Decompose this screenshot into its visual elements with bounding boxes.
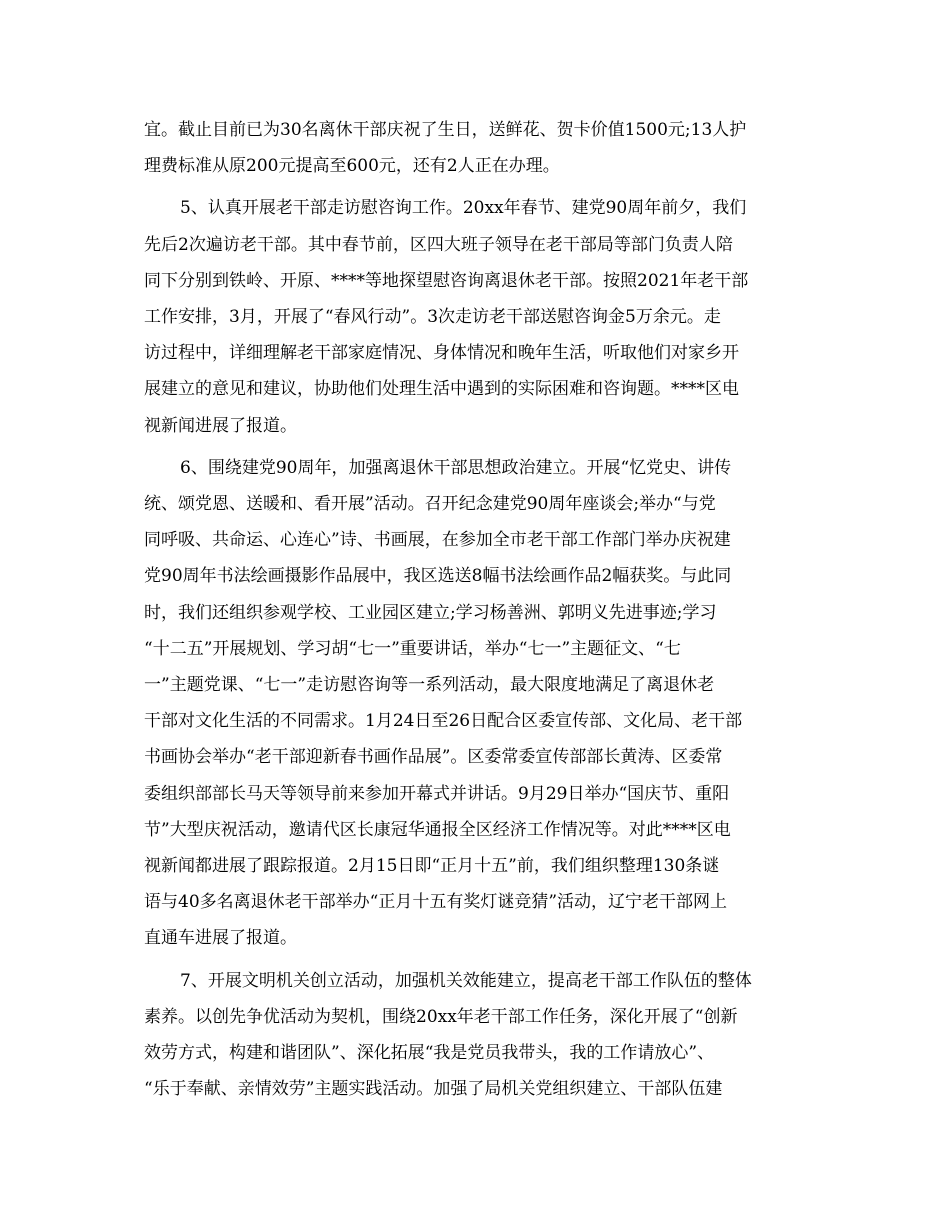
text-line: 直通车进展了报道。 (144, 928, 297, 948)
text-line: 时，我们还组织参观学校、工业园区建立;学习杨善洲、郭明义先进事迹;学习 (144, 603, 717, 623)
text-line: 节”大型庆祝活动，邀请代区长康冠华通报全区经济工作情况等。对此****区电 (144, 820, 731, 840)
text-line: 委组织部部长马天等领导前来参加开幕式并讲话。9月29日举办“国庆节、重阳 (144, 784, 730, 804)
text-line: 语与40多名离退休老干部举办“正月十五有奖灯谜竞猜”活动，辽宁老干部网上 (144, 892, 728, 912)
text-line: 党90周年书法绘画摄影作品展中，我区选送8幅书法绘画作品2幅获奖。与此同 (144, 566, 732, 586)
text-line: 书画协会举办“老干部迎新春书画作品展”。区委常委宣传部部长黄涛、区委常 (144, 747, 723, 767)
text-line: 素养。以创先争优活动为契机，围绕20xx年老干部工作任务，深化开展了“创新 (144, 1007, 738, 1027)
text-line: 同下分别到铁岭、开原、****等地探望慰咨询离退休老干部。按照2021年老干部 (144, 271, 749, 291)
text-line: “十二五”开展规划、学习胡“七一”重要讲话，举办“七一”主题征文、“七 (144, 639, 681, 659)
text-line: 工作安排，3月，开展了“春风行动”。3次走访老干部送慰咨询金5万余元。走 (144, 307, 721, 327)
text-line: 宜。截止目前已为30名离休干部庆祝了生日，送鲜花、贺卡价值1500元;13人护 (144, 120, 747, 140)
text-line: 视新闻都进展了跟踪报道。2月15日即“正月十五”前，我们组织整理130条谜 (144, 856, 720, 876)
text-line: 5、认真开展老干部走访慰咨询工作。20xx年春节、建党90周年前夕，我们 (180, 198, 747, 218)
text-line: 理费标准从原200元提高至600元，还有2人正在办理。 (144, 156, 560, 176)
text-line: “乐于奉献、亲情效劳”主题实践活动。加强了局机关党组织建立、干部队伍建 (144, 1079, 723, 1099)
text-line: 视新闻进展了报道。 (144, 416, 297, 436)
text-line: 访过程中，详细理解老干部家庭情况、身体情况和晚年生活，听取他们对家乡开 (144, 343, 739, 363)
text-line: 同呼吸、共命运、心连心”诗、书画展，在参加全市老干部工作部门举办庆祝建 (144, 530, 731, 550)
text-line: 干部对文化生活的不同需求。1月24日至26日配合区委宣传部、文化局、老干部 (144, 711, 743, 731)
text-line: 先后2次遍访老干部。其中春节前，区四大班子领导在老干部局等部门负责人陪 (144, 235, 733, 255)
text-line: 6、围绕建党90周年，加强离退休干部思想政治建立。开展“忆党史、讲传 (180, 458, 732, 478)
text-line: 一”主题党课、“七一”走访慰咨询等一系列活动，最大限度地满足了离退休老 (144, 675, 715, 695)
text-line: 7、开展文明机关创立活动，加强机关效能建立，提高老干部工作队伍的整体 (180, 971, 752, 991)
text-line: 统、颂党恩、送暖和、看开展”活动。召开纪念建党90周年座谈会;举办“与党 (144, 494, 716, 514)
text-line: 展建立的意见和建议，协助他们处理生活中遇到的实际困难和咨询题。****区电 (144, 379, 739, 399)
text-line: 效劳方式，构建和谐团队”、深化拓展“我是党员我带头，我的工作请放心”、 (144, 1043, 715, 1063)
